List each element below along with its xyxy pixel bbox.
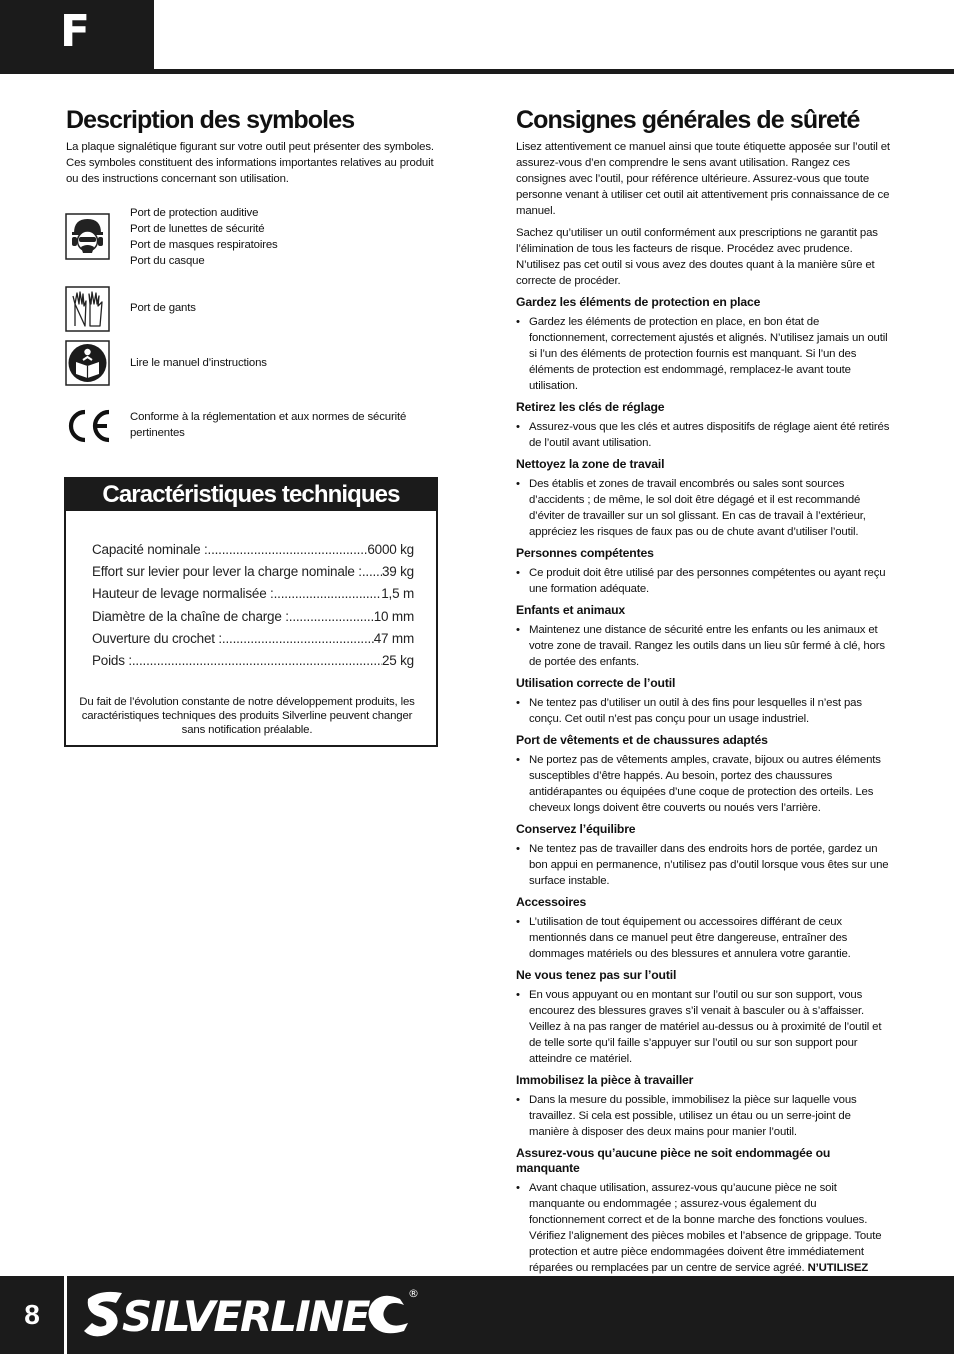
safety-bullet: • Assurez-vous que les clés et autres dispositifs de réglage aient été retirés de l’outil avant utilisation.: [516, 419, 892, 451]
safety-bullet: • Ne portez pas de vêtements amples, cravate, bijoux ou autres éléments susceptibles d’être happés. Au besoin, portez des chaussures antidérapantes ou équipées d’une coque de protection des orteils. Les cheveux longs doivent être couverts ou noués vers l’arrière.: [516, 752, 892, 816]
specs-note: Du fait de l’évolution constante de notre développement produits, les caractéristiques techniques des produits Silverline peuvent changer sans notification préalable.: [79, 696, 415, 736]
safety-bullet: • Gardez les éléments de protection en place, en bon état de fonctionnement, correctement ajustés et alignés. N’utilisez jamais un outil si l’un des éléments de protection fournis est manquant. Si l’un des éléments de protection est endommagé, remplacez-le avant toute utilisation.: [516, 314, 892, 394]
safety-content: [516, 139, 892, 1292]
spec-value: 47 mm: [373, 631, 414, 646]
symbol-line: Port de gants: [130, 302, 196, 314]
silverline-logo: [82, 1285, 422, 1350]
spec-row: [92, 586, 414, 602]
safety-bullet: • Ne tentez pas de travailler dans des endroits hors de portée, gardez un bon appui en permanence, n’utilisez pas d’outil lorsque vous êtes sur une surface instable.: [516, 841, 892, 889]
safety-heading: Port de vêtements et de chaussures adaptés: [516, 733, 768, 747]
safety-intro: Sachez qu’utiliser un outil conformément aux prescriptions ne garantit pas l’élimination de tous les facteurs de risque. Procédez avec prudence. N’utilisez pas cet outil si vous avez des doutes quant à la manière sûre et correcte de procéder.: [516, 227, 878, 287]
registered-mark: ®: [408, 1287, 419, 1300]
ppe-head-icon: [65, 213, 110, 258]
symbol-text-ce: [130, 409, 430, 441]
spec-value: 6000 kg: [367, 542, 414, 557]
safety-title: Consignes générales de sûreté: [516, 106, 860, 134]
spec-label: Poids :: [92, 653, 132, 668]
symbol-line: Port de protection auditive: [130, 207, 259, 219]
page-number: 8: [24, 1299, 40, 1330]
spec-row: [92, 609, 414, 625]
spec-value: 39 kg: [381, 564, 414, 579]
spec-row: [92, 542, 414, 558]
page-number-box: [0, 1276, 64, 1354]
symbol-line: Port de lunettes de sécurité: [130, 223, 265, 235]
spec-label: Ouverture du crochet :: [92, 631, 222, 646]
symbol-text-manual: [130, 355, 430, 371]
safety-heading: Conservez l’équilibre: [516, 822, 636, 836]
spec-label: Hauteur de levage normalisée :: [92, 586, 274, 601]
safety-heading: Gardez les éléments de protection en place: [516, 295, 761, 309]
specs-box: [64, 477, 438, 747]
safety-heading: Retirez les clés de réglage: [516, 400, 665, 414]
safety-heading: Utilisation correcte de l’outil: [516, 676, 676, 690]
spec-label: Effort sur levier pour lever la charge nominale :: [92, 564, 362, 579]
safety-heading: Nettoyez la zone de travail: [516, 457, 665, 471]
spec-leader: [132, 653, 382, 669]
section-tab: [0, 0, 154, 74]
safety-bullet: • Maintenez une distance de sécurité entre les enfants ou les animaux et votre zone de travail. Rangez les outils dans un lieu sûr fermé à clé, hors de portée des enfants.: [516, 622, 892, 670]
safety-emphasis: N’UTILISEZ: [807, 1262, 869, 1274]
spec-row: [92, 564, 414, 580]
symbol-line: pertinentes: [130, 427, 185, 439]
specs-title: Caractéristiques techniques: [66, 479, 436, 511]
spec-leader: [289, 609, 374, 625]
footer-separator: [64, 1276, 67, 1354]
safety-heading: Immobilisez la pièce à travailler: [516, 1073, 694, 1087]
safety-heading: Accessoires: [516, 895, 587, 909]
read-manual-icon: [65, 340, 110, 385]
header-rule: [154, 69, 954, 74]
symbol-text-ppe: [130, 205, 430, 269]
safety-bullet: • L’utilisation de tout équipement ou accessoires différant de ceux mentionnés dans ce manuel peut être dangereuse, entraîner des dommages matériels ou des blessures et annulera votre garantie.: [516, 914, 892, 962]
spec-row: [92, 653, 414, 669]
spec-leader: [274, 586, 382, 602]
symbol-line: Port de masques respiratoires: [130, 239, 278, 251]
safety-intro: Lisez attentivement ce manuel ainsi que toute étiquette apposée sur l’outil et assurez-vous d’en comprendre le sens avant utilisation. Rangez ces consignes avec l’outil, pour référence ultérieure. Assurez-vous que toute personne venant à utiliser cet outil ait attentivement pris connaissance de ce manuel.: [516, 141, 890, 217]
spec-leader: [222, 631, 374, 647]
ce-mark-icon: [65, 404, 113, 449]
safety-heading: Enfants et animaux: [516, 603, 626, 617]
section-letter: F: [60, 6, 91, 57]
spec-value: 1,5 m: [381, 586, 414, 601]
spec-leader: [362, 564, 382, 580]
spec-row: [92, 631, 414, 647]
safety-bullet: • Ce produit doit être utilisé par des personnes compétentes ou ayant reçu une formation adéquate.: [516, 565, 892, 597]
spec-value: 25 kg: [381, 653, 414, 668]
safety-bullet: • En vous appuyant ou en montant sur l’outil ou sur son support, vous encourez des blessures graves s’il venait à basculer ou à s’affaisser. Veillez à na pas ranger de matériel au-dessus ou à proximité de l’outil et de telle sorte qu’il faille s’appuyer sur l’outil ou sur son support pour atteindre ce matériel.: [516, 987, 892, 1067]
gloves-icon: [65, 286, 110, 331]
symbol-line: Port du casque: [130, 255, 205, 267]
safety-heading: Assurez-vous qu’aucune pièce ne soit endommagée ou manquante: [516, 1146, 831, 1175]
spec-label: Diamètre de la chaîne de charge :: [92, 609, 289, 624]
symbol-text-gloves: [130, 300, 430, 316]
safety-bullet: • Ne tentez pas d’utiliser un outil à des fins pour lesquelles il n’est pas conçu. Cet outil n’est pas conçu pour un usage industriel.: [516, 695, 892, 727]
symbols-intro: La plaque signalétique figurant sur votre outil peut présenter des symboles. Ces symboles constituent des informations importantes relatives au produit ou des instructions concernant son utilisation.: [66, 141, 434, 185]
safety-bullet: • Des établis et zones de travail encombrés ou sales sont sources d’accidents ; de même, le sol doit être dégagé et il est recommandé d’éviter de travailler sur un sol glissant. En cas de travail à l’extérieur, appréciez les risques de faux pas ou de chute avant d’utiliser l’outil.: [516, 476, 892, 540]
safety-bullet-text: Avant chaque utilisation, assurez-vous qu’aucune pièce ne soit manquante ou endommagée ; assurez-vous également du fonctionnement correct et de la bonne marche des fonctions voulues. Vérifiez l’alignement des pièces mobiles et l’absence de grippage. Toute protection et autre pièce endommagées doivent être immédiatement réparées ou remplacées par un centre de service agréé.: [529, 1182, 882, 1274]
spec-value: 10 mm: [373, 609, 414, 624]
symbol-line: Lire le manuel d’instructions: [130, 357, 267, 369]
symbol-line: Conforme à la réglementation et aux normes de sécurité: [130, 411, 407, 423]
spec-leader: [208, 542, 368, 558]
safety-heading: Ne vous tenez pas sur l’outil: [516, 968, 677, 982]
logo-text: SILVERLINE: [122, 1292, 369, 1341]
safety-heading: Personnes compétentes: [516, 546, 654, 560]
spec-label: Capacité nominale :: [92, 542, 208, 557]
safety-bullet: • Dans la mesure du possible, immobilisez la pièce sur laquelle vous travaillez. Si cela est possible, utilisez un étau ou un serre-joint de manière à disposer des deux mains pour manier l’outil.: [516, 1092, 892, 1140]
symbols-title: Description des symboles: [66, 106, 355, 134]
